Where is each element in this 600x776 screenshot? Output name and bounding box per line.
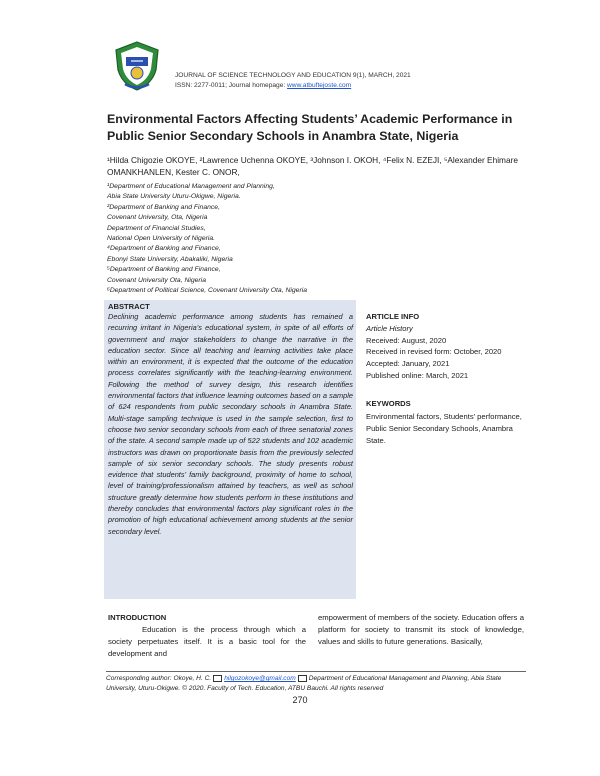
envelope-icon <box>213 675 222 682</box>
introduction-left-text: Education is the process through which a society perpetuates itself. It is a basic tool for the development and <box>108 625 306 658</box>
footnote-divider <box>106 671 526 672</box>
revised-date: Received in revised form: October, 2020 <box>366 347 502 357</box>
introduction-heading: INTRODUCTION <box>108 613 167 622</box>
university-crest-logo <box>112 40 162 92</box>
introduction-right-text: empowerment of members of the society. Education offers a platform for society to transmit its stock of knowledge, values and skills to future generations. Basically, <box>318 613 524 646</box>
footnote-suffix: Department of Educational Management and Planning, Abia State University, Uturu-Okigwe. © 2020. Faculty of Tech. Education, ATBU Bauchi. All rights reserved <box>106 675 502 692</box>
journal-logo <box>112 40 162 92</box>
affiliation-line: Ebonyi State University, Abakaliki, Nigeria <box>107 255 233 263</box>
keywords-text: Environmental factors, Students’ performance, Public Senior Secondary Schools, Anambra State. <box>366 412 522 445</box>
affiliation-list <box>107 182 437 296</box>
introduction-left-column <box>108 624 306 659</box>
affiliation-line: ⁵Department of Banking and Finance, <box>107 266 221 274</box>
article-info-heading: ARTICLE INFO <box>366 312 420 321</box>
affiliation-line: Covenant University, Ota, Nigeria <box>107 214 208 222</box>
paper-title: Environmental Factors Affecting Students’ Academic Performance in Public Senior Secondary Schools in Anambra State, Nigeria <box>107 112 513 143</box>
journal-homepage-link[interactable]: www.atbuftejoste.com <box>287 82 352 89</box>
article-history-label: Article History <box>366 323 413 333</box>
author-email-link[interactable]: hilgozokoye@gmail.com <box>224 675 296 682</box>
footnote-prefix: Corresponding author: Okoye, H. C. <box>106 675 212 682</box>
affiliation-line: ⁶Department of Political Science, Covenant University Ota, Nigeria <box>107 287 308 295</box>
corresponding-author-footnote <box>106 674 524 693</box>
affiliation-line: ⁴Department of Banking and Finance, <box>107 245 221 253</box>
journal-issn: ISSN: 2277-0011; Journal homepage: <box>175 82 288 89</box>
journal-name: JOURNAL OF SCIENCE TECHNOLOGY AND EDUCATION 9(1), MARCH, 2021 <box>175 72 411 79</box>
author-list: ¹Hilda Chigozie OKOYE, ²Lawrence Uchenna OKOYE, ³Johnson I. OKOH, ⁴Felix N. EZEJI, ⁵Alexander Ehimare OMANKHANLEN, Kester C. ONOR, <box>107 155 518 177</box>
article-info <box>366 311 566 382</box>
envelope-icon <box>298 675 307 682</box>
affiliation-line: ²Department of Banking and Finance, <box>107 203 220 211</box>
accepted-date: Accepted: January, 2021 <box>366 359 450 369</box>
abstract-text: Declining academic performance among students has remained a recurring irritant in Nigeria’s educational system, in spite of all efforts of government and major stakeholders to change the narrative in the education sector. Since all teaching and learning activities take place within an environment, it is expected that the outcome of the education process correlates significantly with the teaching-learning environment. Following the method of survey design, this research identifies environmental factors that influence learning outcomes based on a sample of 624 respondents from public secondary schools in Anambra State. Multi-stage sampling technique is used in the sample selection, first to choose two senior secondary schools from each of three senatorial zones of the state. A second sample made up of 522 students and 102 academic instructors was drawn on proportionate basis from the previously selected sample of six senior secondary schools. The study presents robust evidence that students’ family background, proximity of home to school, level of training/professionalism attained by teachers, as well as school structure greatly determine how students perform in these institutions and thereby concludes that environmental factors play significant roles in the promotion of high educational achievement among students at the senior secondary level. <box>108 312 353 536</box>
received-date: Received: August, 2020 <box>366 335 447 345</box>
page-number: 270 <box>292 695 308 705</box>
published-date: Published online: March, 2021 <box>366 370 469 380</box>
affiliation-line: Covenant University Ota, Nigeria <box>107 276 206 284</box>
affiliation-line: Abia State University Uturu-Okigwe, Nigeria. <box>107 193 241 201</box>
journal-issn-line <box>175 81 515 91</box>
keywords-heading: KEYWORDS <box>366 399 411 408</box>
affiliation-line: ¹Department of Educational Management and Planning, <box>107 183 275 190</box>
affiliation-line: Department of Financial Studies, <box>107 224 206 232</box>
abstract-heading: ABSTRACT <box>108 302 150 311</box>
affiliation-line: National Open University of Nigeria. <box>107 235 216 243</box>
journal-header <box>175 71 515 91</box>
